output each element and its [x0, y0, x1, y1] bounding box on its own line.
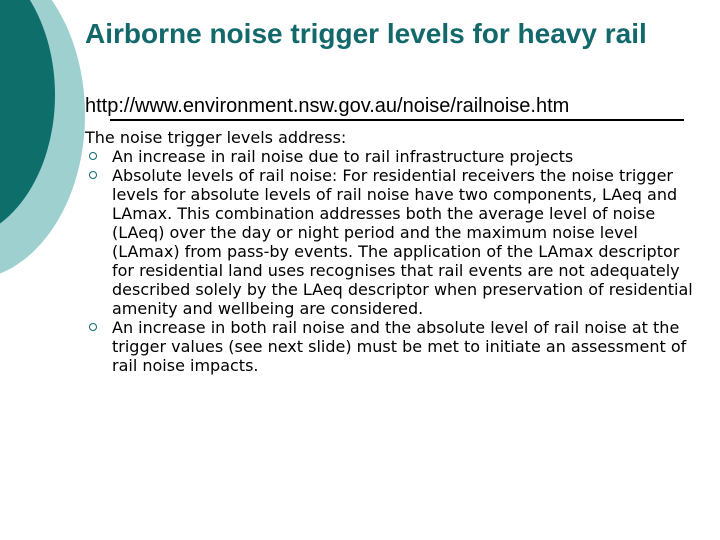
hollow-circle-bullet-icon — [89, 171, 97, 179]
slide-body — [85, 128, 695, 375]
intro-text: The noise trigger levels address: — [85, 128, 347, 147]
bullet-item — [85, 318, 695, 375]
bullet-text: An increase in rail noise due to rail infrastructure projects — [112, 147, 574, 166]
url-underline-divider — [110, 119, 684, 121]
bullet-item — [85, 147, 695, 166]
bullet-text: Absolute levels of rail noise: For residential receivers the noise trigger levels for absolute levels of rail noise have two components, LAeq and LAmax. This combination addresses both the average level of noise (LAeq) over the day or night period and the maximum noise level (LAmax) from pass-by events. The application of the LAmax descriptor for residential land uses recognises that rail events are not adequately described solely by the LAeq descriptor when preservation of residential amenity and wellbeing are considered. — [112, 166, 693, 318]
hollow-circle-bullet-icon — [89, 323, 97, 331]
bullet-text: An increase in both rail noise and the absolute level of rail noise at the trigger values (see next slide) must be met to initiate an assessment of rail noise impacts. — [112, 318, 687, 375]
hollow-circle-bullet-icon — [89, 152, 97, 160]
bullet-item — [85, 166, 695, 318]
bullet-list — [85, 147, 695, 375]
source-url-link[interactable]: http://www.environment.nsw.gov.au/noise/railnoise.htm — [85, 95, 570, 117]
slide-title: Airborne noise trigger levels for heavy rail — [85, 18, 647, 49]
